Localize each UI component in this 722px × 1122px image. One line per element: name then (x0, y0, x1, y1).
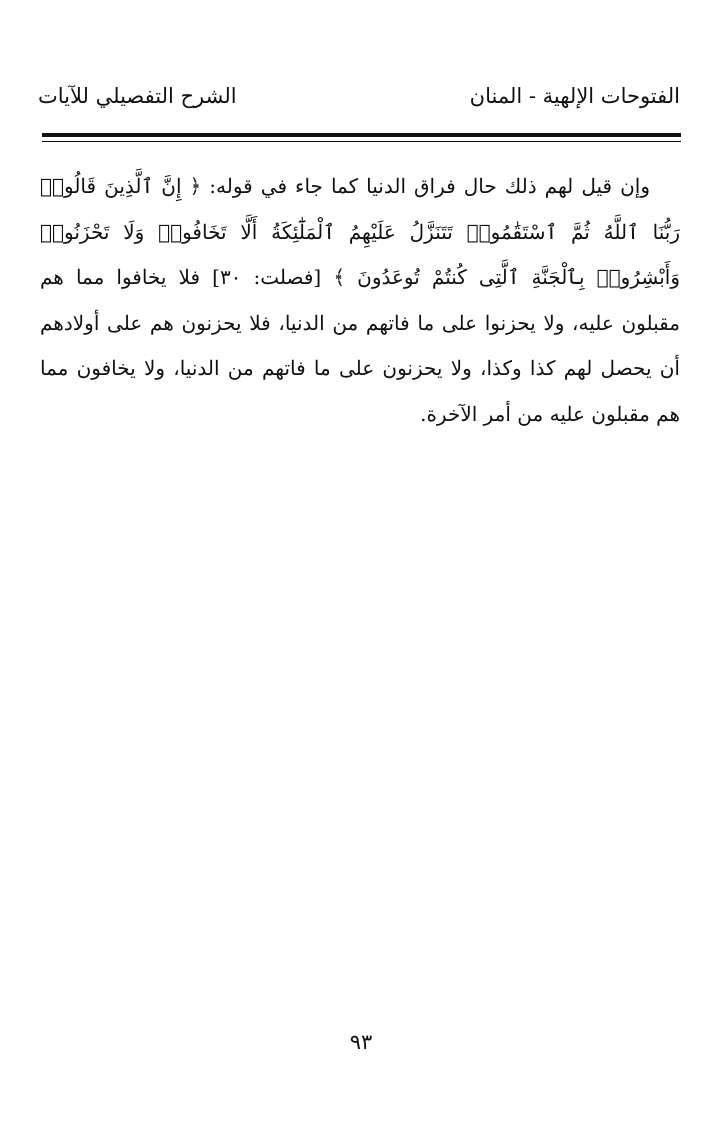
main-text (40, 164, 680, 437)
running-header (38, 80, 680, 120)
header-rule-thin (42, 141, 681, 142)
body-paragraph: وإن قيل لهم ذلك حال فراق الدنيا كما جاء في قوله: ﴿ إِنَّ ٱلَّذِينَ قَالُوا۟ رَبُّنَا ٱللَّهُ ثُمَّ ٱسْتَقَٰمُوا۟ تَتَنَزَّلُ عَلَيْهِمُ ٱلْمَلَٰٓئِكَةُ أَلَّا تَخَافُوا۟ وَلَا تَحْزَنُوا۟ وَأَبْشِرُوا۟ بِٱلْجَنَّةِ ٱلَّتِى كُنتُمْ تُوعَدُونَ ﴾ [فصلت: ٣٠] فلا يخافوا مما هم مقبلون عليه، ولا يحزنوا على ما فاتهم من الدنيا، فلا يحزنون هم على أولادهم أن يحصل لهم كذا وكذا، ولا يحزنون على ما فاتهم من الدنيا، ولا يخافون مما هم مقبلون عليه من أمر الآخرة. (40, 174, 680, 426)
book-title: الفتوحات الإلهية - المنان (469, 84, 680, 108)
section-title: الشرح التفصيلي للآيات (38, 84, 237, 108)
page-number: ٩٣ (349, 1030, 373, 1054)
header-rule-thick (42, 133, 681, 137)
